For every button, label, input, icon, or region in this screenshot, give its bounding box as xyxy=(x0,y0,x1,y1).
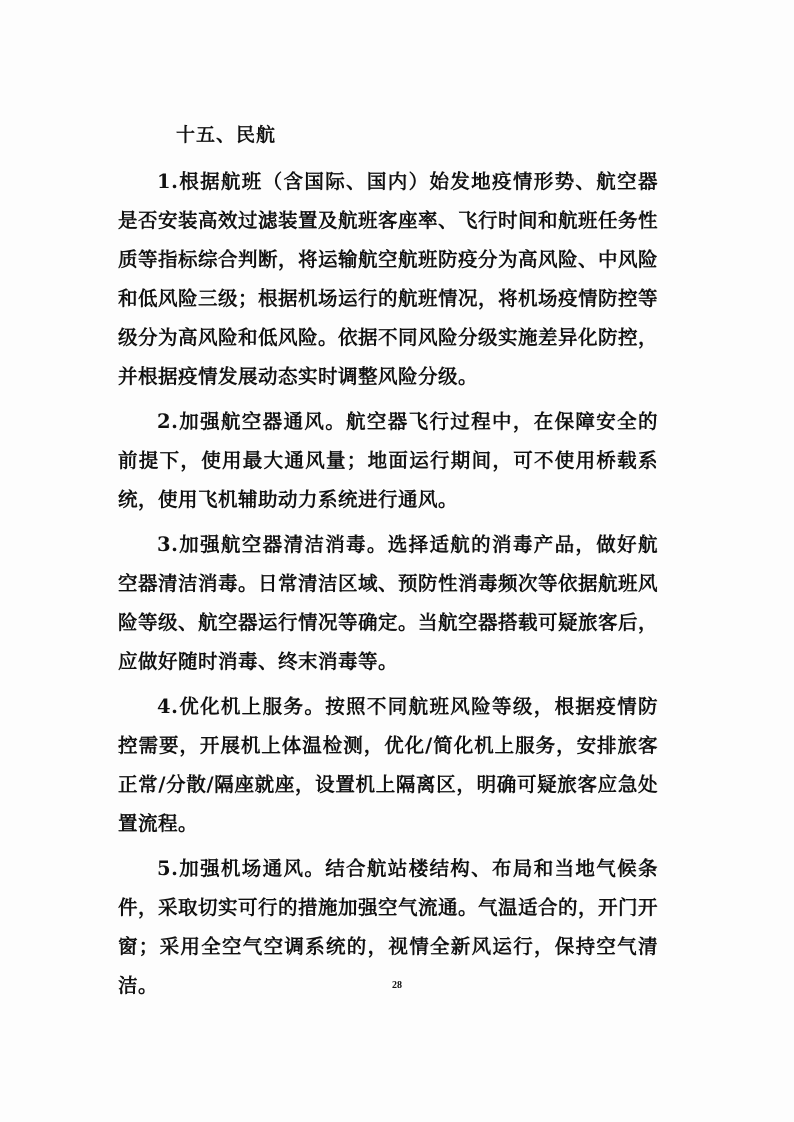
paragraph-4: 4.优化机上服务。按照不同航班风险等级，根据疫情防控需要，开展机上体温检测，优化/简化机上服务，安排旅客正常/分散/隔座就座，设置机上隔离区，明确可疑旅客应急处置流程。 xyxy=(118,695,658,835)
paragraph-5: 5.加强机场通风。结合航站楼结构、布局和当地气候条件，采取切实可行的措施加强空气流通。气温适合的，开门开窗；采用全空气空调系统的，视情全新风运行，保持空气清洁。 xyxy=(118,857,659,997)
page-number: 28 xyxy=(392,980,402,991)
paragraph-2: 2.加强航空器通风。航空器飞行过程中，在保障安全的前提下，使用最大通风量；地面运行期间，可不使用桥载系统，使用飞机辅助动力系统进行通风。 xyxy=(118,410,658,511)
section-title: 十五、民航 xyxy=(176,124,277,146)
paragraph-3: 3.加强航空器清洁消毒。选择适航的消毒产品，做好航空器清洁消毒。日常清洁区域、预防性消毒频次等依据航班风险等级、航空器运行情况等确定。当航空器搭载可疑旅客后，应做好随时消毒、终末消毒等。 xyxy=(118,533,659,673)
page-content xyxy=(118,120,658,1005)
paragraph-1: 1.根据航班（含国际、国内）始发地疫情形势、航空器是否安装高效过滤装置及航班客座率、飞行时间和航班任务性质等指标综合判断，将运输航空航班防疫分为高风险、中风险和低风险三级；根据机场运行的航班情况，将机场疫情防控等级分为高风险和低风险。依据不同风险分级实施差异化防控，并根据疫情发展动态实时调整风险分级。 xyxy=(118,170,659,388)
